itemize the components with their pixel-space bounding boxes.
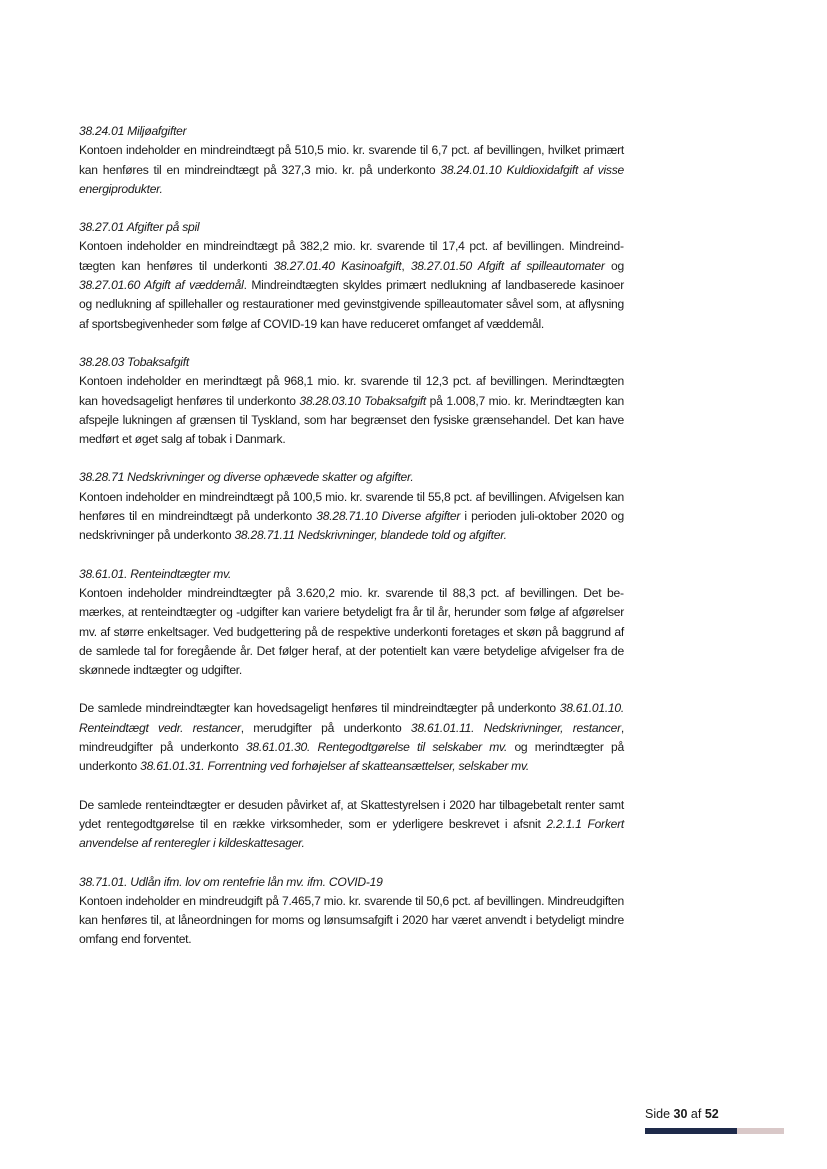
- section-heading: 38.28.03 Tobaksafgift: [79, 354, 189, 369]
- account-reference: 38.27.01.50 Afgift af spilleautomater: [410, 258, 605, 273]
- section: [79, 353, 624, 449]
- account-reference: 2.2.1.1 Forkert anvendelse af renteregler i kildeskattesager.: [79, 816, 624, 851]
- section: [79, 468, 624, 545]
- page-side-label: Side: [645, 1107, 671, 1121]
- paragraph: [79, 796, 624, 854]
- text-run: De samlede renteindtægter er desuden påvirket af, at Skattestyrelsen i 2020 har tilbagebetalt renter samt ydet rentegodtgørelse til en række virksomheder, som er yderligere beskrevet i afsnit: [79, 797, 624, 831]
- text-run: Kontoen indeholder en mindreudgift på 7.465,7 mio. kr. svarende til 50,6 pct. af bevillingen. Mindreudgiften kan henføres til, at låneordningen for moms og lønsumsafgift i 2020 har været anvendt i betydeligt mindre omfang end forventet.: [79, 893, 624, 947]
- account-reference: 38.28.71.11 Nedskrivninger, blandede told og afgifter.: [234, 528, 507, 543]
- text-run: De samlede mindreindtægter kan hovedsageligt henføres til mindreindtægter på underkonto: [79, 701, 560, 716]
- section-heading: 38.61.01. Renteindtægter mv.: [79, 566, 232, 581]
- section: [79, 565, 624, 854]
- text-run: Kontoen indeholder en mindreindtægt på 382,2 mio. kr. svarende til 17,4 pct. af bevillingen. Mindreindtægten kan henføres til underkonti: [79, 239, 624, 273]
- text-run: Kontoen indeholder mindreindtægter på 3.620,2 mio. kr. svarende til 88,3 pct. af bevillingen. Det bemærkes, at renteindtægter og -udgifter kan variere betydeligt fra år til år, herunder som følge af afgørelser mv. af større enkeltsager. Ved budgettering på de respektive underkonti foretages et skøn på baggrund af de samlede tal for foregående år. Det følger heraf, at der potentielt kan være betydelige afvigelser fra de skønnede indtægter og udgifter.: [79, 585, 624, 678]
- sections-container: [79, 122, 624, 950]
- text-run: og: [604, 258, 624, 273]
- paragraph: [79, 892, 624, 950]
- section: [79, 873, 624, 950]
- section-heading: 38.27.01 Afgifter på spil: [79, 220, 200, 235]
- text-run: , mindreudgifter på underkonto: [79, 720, 624, 755]
- paragraph: [79, 488, 624, 546]
- text-run: og merindtægter på underkonto: [79, 740, 625, 774]
- page-of-label: af: [690, 1107, 702, 1121]
- text-run: . Mindreindtægten skyldes primært nedlukning af landbaserede kasinoer og nedlukning af spillehaller og restaurationer med gevinstgivende spilleautomater såvel som, at aflysning af sportsbegivenheder som følge af COVID-19 kan have reduceret omfanget af væddemål.: [79, 278, 624, 331]
- account-reference: 38.61.01.11. Nedskrivninger, restancer: [410, 720, 621, 735]
- text-run: Kontoen indeholder en mindreindtægt på 100,5 mio. kr. svarende til 55,8 pct. af bevillingen. Afvigelsen kan henføres til en mindreindtægt på underkonto: [79, 489, 624, 524]
- section-heading: 38.24.01 Miljøafgifter: [79, 124, 187, 138]
- section: [79, 218, 624, 334]
- total-pages-number: 52: [704, 1107, 719, 1121]
- footer-bar-dark: [645, 1128, 737, 1134]
- paragraph: [79, 699, 624, 776]
- footer-bar-light: [737, 1128, 784, 1134]
- paragraph: [79, 237, 624, 333]
- account-reference: 38.61.01.10. Renteindtægt vedr. restancer: [79, 701, 624, 735]
- paragraph: [79, 141, 624, 199]
- paragraph: [79, 372, 624, 449]
- text-run: Kontoen indeholder en mindreindtægt på 510,5 mio. kr. svarende til 6,7 pct. af bevillingen, hvilket primært kan henføres til en mindreindtægt på 327,3 mio. kr. på underkonto: [79, 143, 624, 177]
- account-reference: 38.24.01.10 Kuldioxidafgift af visse energiprodukter.: [79, 162, 624, 196]
- section-heading: 38.28.71 Nedskrivninger og diverse ophævede skatter og afgifter.: [79, 470, 414, 485]
- account-reference: 38.28.71.10 Diverse afgifter: [316, 509, 461, 524]
- document-body: [79, 122, 624, 969]
- paragraph: [79, 584, 624, 680]
- text-run: i perioden juli-oktober 2020 og nedskrivninger på underkonto: [79, 509, 625, 543]
- account-reference: 38.27.01.40 Kasinoafgift: [273, 258, 402, 273]
- section: [79, 122, 624, 199]
- section-heading: 38.71.01. Udlån ifm. lov om rentefrie lån mv. ifm. COVID-19: [79, 874, 383, 889]
- text-run: Kontoen indeholder en merindtægt på 968,1 mio. kr. svarende til 12,3 pct. af bevillingen. Merindtægten kan hovedsageligt henføres til underkonto: [79, 374, 624, 408]
- account-reference: 38.61.01.31. Forrentning ved forhøjelser af skatteansættelser, selskaber mv.: [140, 759, 529, 774]
- text-run: på 1.008,7 mio. kr. Merindtægten kan afspejle lukningen af grænsen til Tyskland, som har begrænset den fysiske grænsehandel. Det kan have medført et øget salg af tobak i Danmark.: [79, 393, 624, 447]
- account-reference: 38.28.03.10 Tobaksafgift: [299, 393, 426, 408]
- account-reference: 38.27.01.60 Afgift af væddemål: [79, 278, 244, 293]
- text-run: ,: [401, 258, 411, 273]
- current-page-number: 30: [673, 1107, 688, 1121]
- page-number: [645, 1106, 719, 1122]
- account-reference: 38.61.01.30. Rentegodtgørelse til selskaber mv.: [245, 740, 508, 755]
- text-run: , merudgifter på underkonto: [240, 720, 411, 735]
